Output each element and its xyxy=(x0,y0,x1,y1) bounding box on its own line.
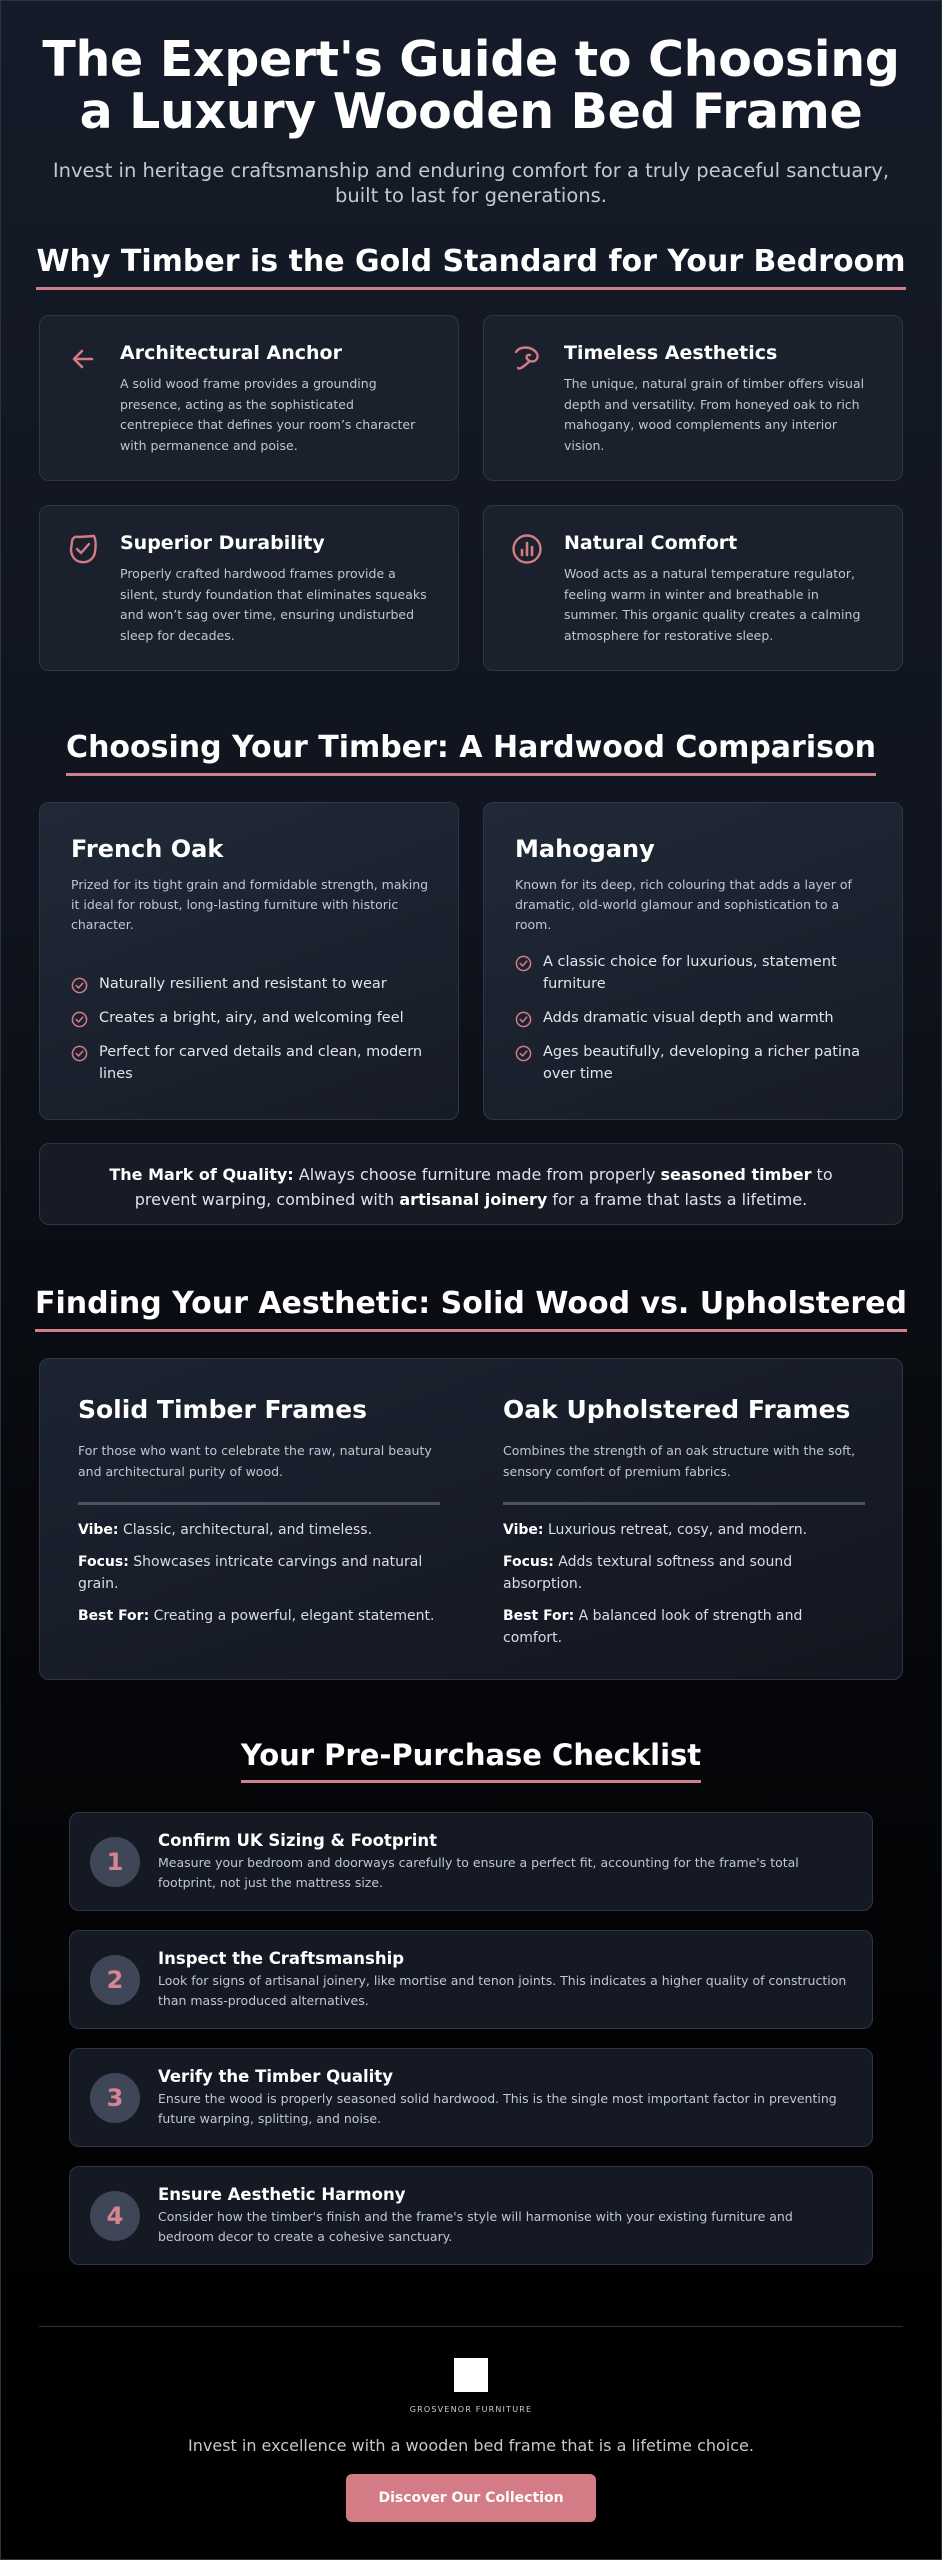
point-text: Ages beautifully, developing a richer patina over time xyxy=(543,1044,861,1082)
page-title xyxy=(40,31,902,140)
list-item xyxy=(71,1007,431,1029)
row-value: A balanced look of strength and comfort. xyxy=(503,1608,803,1646)
vibe-row xyxy=(503,1519,865,1541)
check-circle-icon xyxy=(71,1011,88,1028)
checklist-step-1 xyxy=(69,1812,873,1911)
step-text: Consider how the timber's finish and the frame's style will harmonise with your existing furniture and bedroom decor to create a cohesive sanctuary. xyxy=(158,2209,793,2244)
row-label: Vibe: xyxy=(78,1522,119,1538)
quality-lead: The Mark of Quality: xyxy=(109,1165,294,1184)
wood-points-list xyxy=(515,951,875,1097)
row-value: Classic, architectural, and timeless. xyxy=(118,1522,373,1538)
wood-points-list xyxy=(71,973,431,1097)
feature-card-superior-durability xyxy=(39,505,459,671)
check-circle-icon xyxy=(515,1045,532,1062)
discover-collection-button[interactable]: Discover Our Collection xyxy=(346,2474,596,2522)
feature-title: Timeless Aesthetics xyxy=(564,342,778,364)
wood-card-french-oak xyxy=(39,802,459,1120)
feature-text: Properly crafted hardwood frames provide a silent, sturdy foundation that eliminates squeaks and won’t sag over time, ensuring undisturbed sleep for decades. xyxy=(120,566,427,643)
footer-tagline: Invest in excellence with a wooden bed frame that is a lifetime choice. xyxy=(188,2436,754,2455)
check-circle-icon xyxy=(71,977,88,994)
row-value: Creating a powerful, elegant statement. xyxy=(149,1608,435,1624)
point-text: A classic choice for luxurious, statement furniture xyxy=(543,954,837,992)
row-label: Best For: xyxy=(78,1608,150,1624)
feature-card-architectural-anchor xyxy=(39,315,459,481)
row-label: Focus: xyxy=(503,1554,554,1570)
step-text: Look for signs of artisanal joinery, like mortise and tenon joints. This indicates a higher quality of construction than mass-produced alternatives. xyxy=(158,1973,847,2008)
column-description: Combines the strength of an oak structure with the soft, sensory comfort of premium fabrics. xyxy=(503,1443,856,1479)
row-value: Showcases intricate carvings and natural grain. xyxy=(78,1554,423,1592)
step-title: Verify the Timber Quality xyxy=(158,2067,393,2086)
checklist-step-3 xyxy=(69,2048,873,2147)
chart-circle-icon xyxy=(510,532,544,566)
quality-emphasis: seasoned timber xyxy=(660,1165,812,1184)
wood-card-mahogany xyxy=(483,802,903,1120)
page-title-line2: a Luxury Wooden Bed Frame xyxy=(79,83,863,140)
row-label: Focus: xyxy=(78,1554,129,1570)
why-section-title: Why Timber is the Gold Standard for Your Bedroom xyxy=(36,244,905,290)
brand-name: GROSVENOR FURNITURE xyxy=(409,2405,533,2414)
brand-logo[interactable] xyxy=(454,2358,488,2392)
best-for-row xyxy=(503,1605,865,1649)
wood-name: French Oak xyxy=(71,835,224,863)
checklist-step-4 xyxy=(69,2166,873,2265)
aesthetic-comparison-card xyxy=(39,1358,903,1680)
feature-title: Architectural Anchor xyxy=(120,342,342,364)
wood-name: Mahogany xyxy=(515,835,655,863)
feature-text: The unique, natural grain of timber offers visual depth and versatility. From honeyed oak to rich mahogany, wood complements any interior vision. xyxy=(564,376,865,453)
step-number-badge: 4 xyxy=(90,2191,140,2241)
wood-description: Known for its deep, rich colouring that adds a layer of dramatic, old-world glamour and sophistication to a room. xyxy=(515,877,852,932)
timber-section-title: Choosing Your Timber: A Hardwood Comparison xyxy=(66,730,876,776)
why-section-heading xyxy=(0,244,942,290)
aesthetic-column-solid-timber xyxy=(78,1395,440,1637)
list-item xyxy=(71,973,431,995)
vibe-row xyxy=(78,1519,440,1541)
step-text: Measure your bedroom and doorways carefully to ensure a perfect fit, accounting for the frame's total footprint, not just the mattress size. xyxy=(158,1855,799,1890)
row-label: Best For: xyxy=(503,1608,575,1624)
step-title: Inspect the Craftsmanship xyxy=(158,1949,405,1968)
column-description: For those who want to celebrate the raw, natural beauty and architectural purity of wood. xyxy=(78,1443,432,1479)
list-item xyxy=(515,1041,875,1085)
focus-row xyxy=(503,1551,865,1595)
row-value: Adds textural softness and sound absorption. xyxy=(503,1554,793,1592)
check-circle-icon xyxy=(71,1045,88,1062)
feature-card-timeless-aesthetics xyxy=(483,315,903,481)
page-title-line1: The Expert's Guide to Choosing xyxy=(42,31,900,88)
timber-section-heading xyxy=(0,730,942,776)
list-item xyxy=(515,951,875,995)
feature-text: A solid wood frame provides a grounding presence, acting as the sophisticated centrepiece that defines your room’s character with permanence and poise. xyxy=(120,376,416,453)
list-item xyxy=(515,1007,875,1029)
checklist-section-heading xyxy=(0,1738,942,1783)
quality-text: Always choose furniture made from properly xyxy=(293,1165,661,1184)
point-text: Creates a bright, airy, and welcoming feel xyxy=(99,1010,404,1026)
step-text: Ensure the wood is properly seasoned solid hardwood. This is the single most important factor in preventing future warping, splitting, and noise. xyxy=(158,2091,837,2126)
quality-text: for a frame that lasts a lifetime. xyxy=(547,1190,808,1209)
quality-callout xyxy=(39,1143,903,1225)
footer-divider xyxy=(39,2326,903,2327)
hero-subtitle: Invest in heritage craftsmanship and enduring comfort for a truly peaceful sanctuary, built to last for generations. xyxy=(52,159,890,207)
aesthetic-column-oak-upholstered xyxy=(503,1395,865,1659)
swirl-icon xyxy=(510,342,544,376)
divider xyxy=(78,1502,440,1505)
feature-title: Natural Comfort xyxy=(564,532,738,554)
best-for-row xyxy=(78,1605,440,1627)
aesthetic-section-heading xyxy=(0,1286,942,1332)
feature-text: Wood acts as a natural temperature regulator, feeling warm in winter and breathable in summer. This organic quality creates a calming atmosphere for restorative sleep. xyxy=(564,566,861,643)
wood-description: Prized for its tight grain and formidable strength, making it ideal for robust, long-lasting furniture with historic character. xyxy=(71,877,429,932)
row-label: Vibe: xyxy=(503,1522,544,1538)
column-title: Solid Timber Frames xyxy=(78,1395,368,1424)
step-number-badge: 3 xyxy=(90,2073,140,2123)
shield-check-icon xyxy=(66,532,100,566)
feature-title: Superior Durability xyxy=(120,532,325,554)
aesthetic-section-title: Finding Your Aesthetic: Solid Wood vs. Upholstered xyxy=(35,1286,907,1332)
checklist-section-title: Your Pre-Purchase Checklist xyxy=(241,1738,701,1783)
check-circle-icon xyxy=(515,955,532,972)
step-number-badge: 2 xyxy=(90,1955,140,2005)
focus-row xyxy=(78,1551,440,1595)
row-value: Luxurious retreat, cosy, and modern. xyxy=(543,1522,808,1538)
step-title: Confirm UK Sizing & Footprint xyxy=(158,1831,438,1850)
step-number-badge: 1 xyxy=(90,1837,140,1887)
check-circle-icon xyxy=(515,1011,532,1028)
point-text: Naturally resilient and resistant to wear xyxy=(99,976,387,992)
point-text: Perfect for carved details and clean, modern lines xyxy=(99,1044,423,1082)
checklist-step-2 xyxy=(69,1930,873,2029)
point-text: Adds dramatic visual depth and warmth xyxy=(543,1010,834,1026)
quality-text: to prevent warping, combined with xyxy=(134,1165,833,1209)
hero xyxy=(40,31,902,208)
feature-card-natural-comfort xyxy=(483,505,903,671)
list-item xyxy=(71,1041,431,1085)
column-title: Oak Upholstered Frames xyxy=(503,1395,851,1424)
quality-emphasis: artisanal joinery xyxy=(399,1190,548,1209)
step-title: Ensure Aesthetic Harmony xyxy=(158,2185,406,2204)
arrow-left-icon xyxy=(66,342,100,376)
divider xyxy=(503,1502,865,1505)
